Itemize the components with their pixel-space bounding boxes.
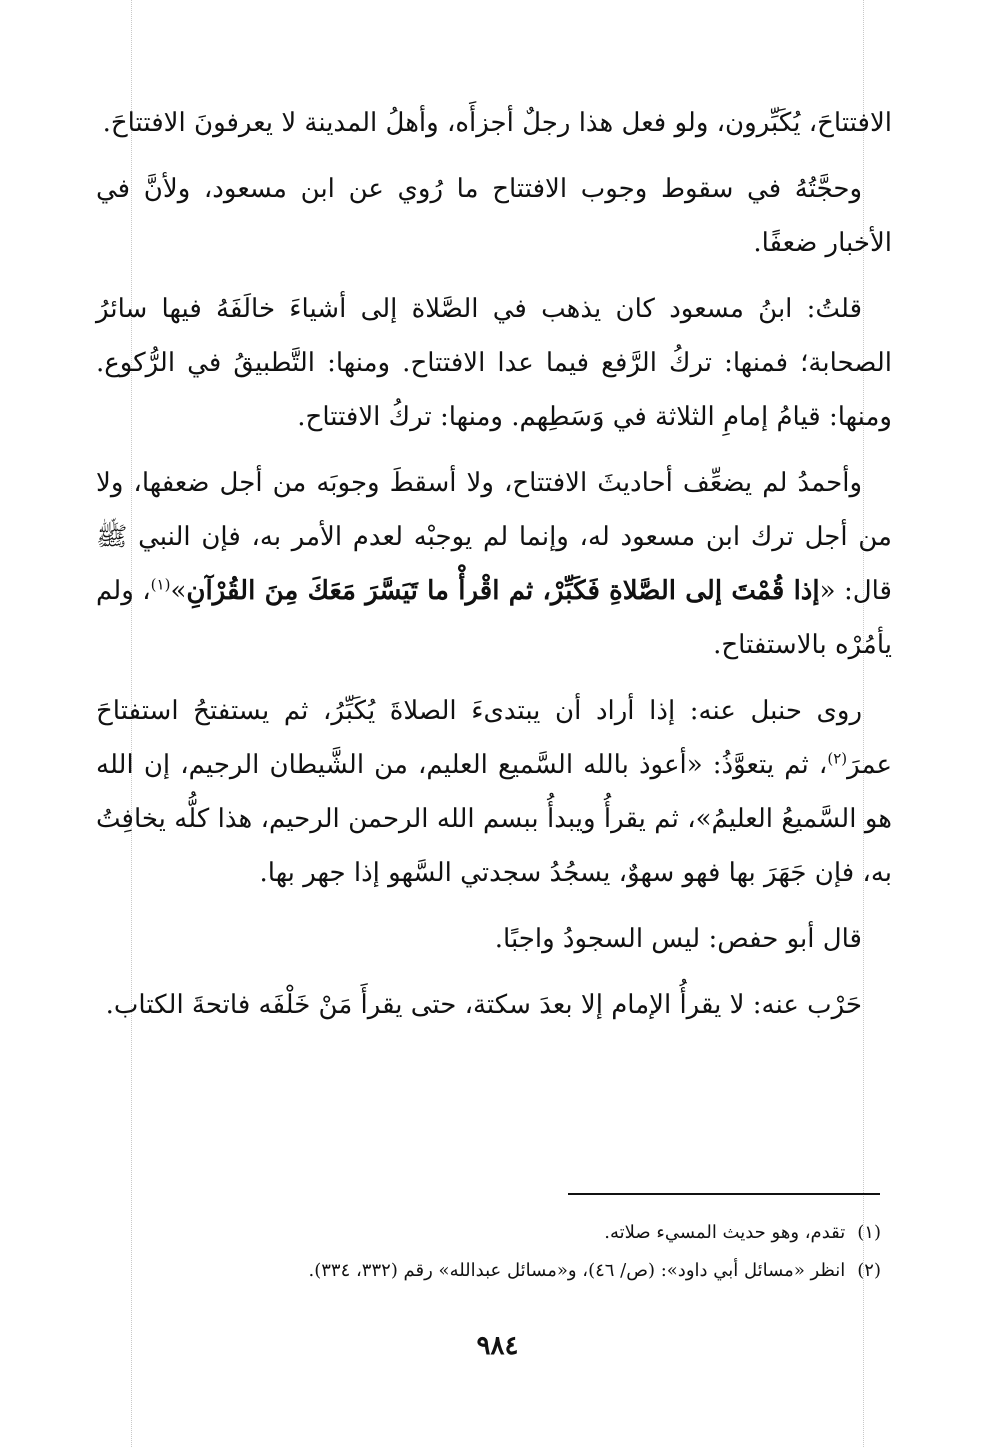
main-text — [96, 96, 892, 1044]
footnote-number: (١) — [857, 1222, 881, 1243]
footnote-2 — [96, 1252, 881, 1290]
page-number: ٩٨٤ — [476, 1331, 519, 1361]
paragraph-4: وأحمدُ لم يضعِّف أحاديثَ الافتتاح، ولا أسقطَ وجوبَه من أجل ضعفها، ولا من أجل ترك ابن مسعود له، وإنما لم يوجبْه لعدم الأمر به، فإن النبي ﷺ قال: «إذا قُمْتَ إلى الصَّلاةِ فَكَبِّرْ، ثم اقْرأْ ما تَيَسَّرَ مَعَكَ مِنَ القُرْآنِ»$^{(١)}$، ولم يأمُرْه بالاستفتاح. — [96, 468, 892, 660]
paragraph-6: قال أبو حفص: ليس السجودُ واجبًا. — [494, 924, 862, 954]
paragraph-1: الافتتاحَ، يُكَبِّرون، ولو فعل هذا رجلٌ أجزأَه، وأهلُ المدينة لا يعرفونَ الافتتاحَ. — [102, 108, 892, 138]
footnote-divider — [568, 1193, 880, 1195]
paragraph-7: حَرْب عنه: لا يقرأُ الإمام إلا بعدَ سكتة، حتى يقرأَ مَنْ خَلْفَه فاتحةَ الكتاب. — [105, 990, 862, 1020]
hadith-quote: إذا قُمْتَ إلى الصَّلاةِ فَكَبِّرْ، ثم اقْرأْ ما تَيَسَّرَ مَعَكَ مِنَ القُرْآنِ — [186, 576, 820, 606]
paragraph-3: قلتُ: ابنُ مسعود كان يذهب في الصَّلاة إلى أشياءَ خالَفَهُ فيها سائرُ الصحابة؛ فمنها: تركُ الرَّفع فيما عدا الافتتاح. ومنها: التَّطبيقُ في الرُّكوع. ومنها: قيامُ إمامِ الثلاثة في وَسَطِهم. ومنها: تركُ الافتتاح. — [96, 294, 892, 432]
footnote-ref-2: (٢) — [827, 749, 848, 768]
footnote-number: (٢) — [857, 1260, 881, 1281]
footnotes — [96, 1214, 881, 1290]
footnote-text: انظر «مسائل أبي داود»: (ص/ ٤٦)، و«مسائل عبدالله» رقم (٣٣٢، ٣٣٤). — [308, 1260, 846, 1281]
footnote-ref-1: (١) — [150, 575, 171, 594]
paragraph-5: روى حنبل عنه: إذا أراد أن يبتدىءَ الصلاةَ يُكَبِّرُ، ثم يستفتحُ استفتاحَ عمرَ$^{(٢)}$، ثم يتعوَّذُ: «أعوذ بالله السَّميع العليم، من الشَّيطان الرجيم، إن الله هو السَّميعُ العليمُ»، ثم يقرأُ ويبدأُ ببسم الله الرحمن الرحيم، هذا كلُّه يخافِتُ به، فإن جَهَرَ بها فهو سهوٌ، يسجُدُ سجدتي السَّهو إذا جهر بها. — [96, 696, 892, 888]
footnote-1 — [96, 1214, 881, 1252]
paragraph-2: وحجَّتُهُ في سقوط وجوب الافتتاح ما رُوي عن ابن مسعود، ولأنَّ في الأخبار ضعفًا. — [96, 174, 892, 258]
footnote-text: تقدم، وهو حديث المسيء صلاته. — [604, 1222, 846, 1243]
